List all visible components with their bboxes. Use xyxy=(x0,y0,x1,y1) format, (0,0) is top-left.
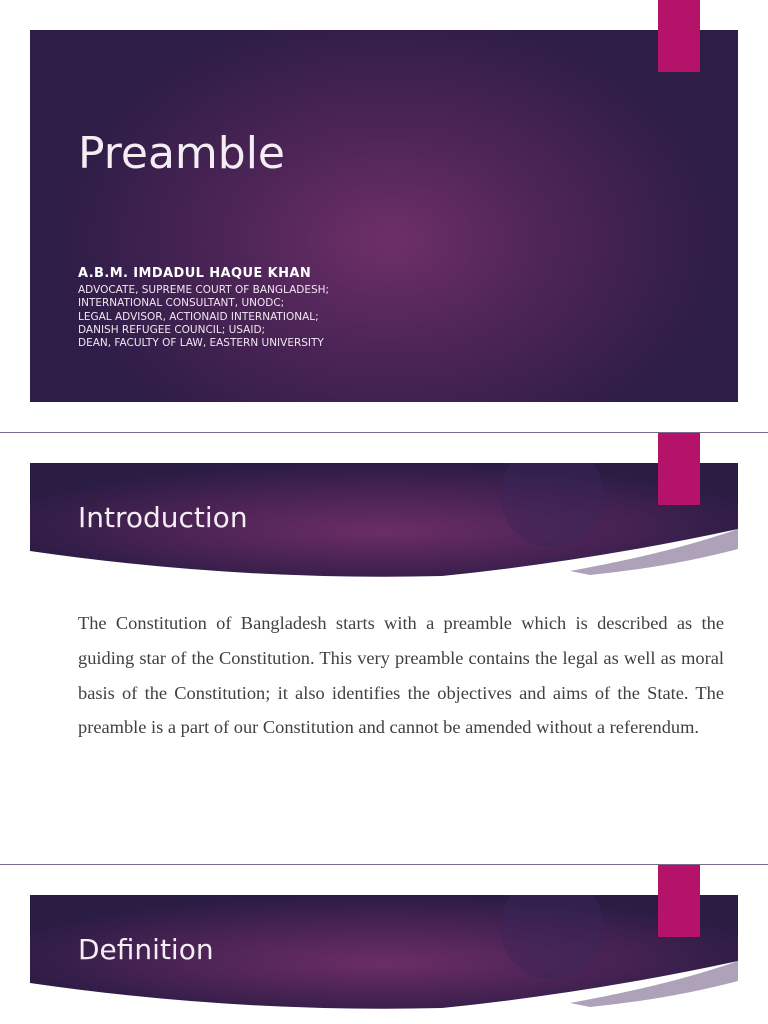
accent-tab xyxy=(658,865,700,937)
accent-tab xyxy=(658,0,700,72)
author-credentials xyxy=(78,284,329,350)
introduction-body: The Constitution of Bangladesh starts with a preamble which is described as the guiding star of the Constitution. This very preamble contains the legal as well as moral basis of the Constitution; it also identifies the objectives and aims of the State. The preamble is a part of our Constitution and cannot be amended without a referendum. xyxy=(78,613,724,738)
section-title: Introduction xyxy=(78,501,248,534)
slide-title-heading: Preamble xyxy=(78,128,286,179)
author-credential-line: DEAN, FACULTY OF LAW, EASTERN UNIVERSITY xyxy=(78,337,324,350)
slide-definition xyxy=(0,865,768,1024)
section-title: Definition xyxy=(78,933,214,966)
author-credential-line: DANISH REFUGEE COUNCIL; USAID; xyxy=(78,323,266,336)
author-credential-line: ADVOCATE, SUPREME COURT OF BANGLADESH; xyxy=(78,284,330,296)
slide-title xyxy=(0,0,768,432)
author-name: A.B.M. IMDADUL HAQUE KHAN xyxy=(78,266,312,281)
author-credential-line: INTERNATIONAL CONSULTANT, UNODC; xyxy=(78,297,285,310)
author-credential-line: LEGAL ADVISOR, ACTIONAID INTERNATIONAL; xyxy=(78,310,319,323)
accent-tab xyxy=(658,433,700,505)
